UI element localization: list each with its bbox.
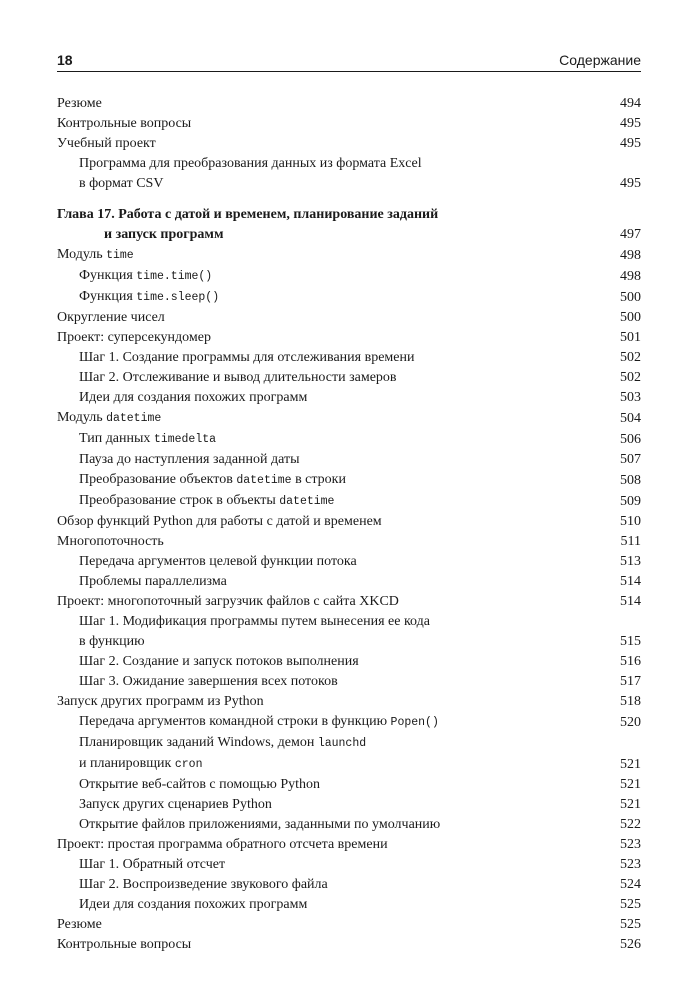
title-text: Шаг 2. Создание и запуск потоков выполнения — [79, 654, 359, 669]
running-head: Содержание — [559, 52, 641, 68]
title-text: Идеи для создания похожих программ — [79, 897, 308, 912]
toc-entry-title-line — [57, 245, 641, 266]
title-text: Контрольные вопросы — [57, 937, 192, 952]
title-text: Пауза до наступления заданной даты — [79, 452, 300, 467]
toc-entry — [57, 875, 641, 895]
title-text: Проект: суперсекундомер — [57, 330, 211, 345]
toc-entry — [57, 512, 641, 532]
toc-entry-title-line — [57, 450, 641, 470]
title-text: Запуск других сценариев Python — [79, 797, 272, 812]
title-text: Округление чисел — [57, 310, 165, 325]
code-term: datetime — [236, 474, 292, 487]
title-text: в формат CSV — [79, 176, 164, 191]
title-text: Обзор функций Python для работы с датой и временем — [57, 514, 382, 529]
toc-entry-title-line — [57, 266, 641, 287]
title-text: Резюме — [57, 96, 102, 111]
toc-entry — [57, 348, 641, 368]
toc-entry-title-line — [57, 388, 641, 408]
title-text: и планировщик — [79, 756, 175, 771]
toc-entry — [57, 94, 641, 114]
toc-page-number: 523 — [620, 837, 641, 852]
toc-entry — [57, 552, 641, 572]
toc-entry-title-line — [57, 532, 641, 552]
toc-page-number: 510 — [620, 514, 641, 529]
title-text: Функция — [79, 268, 137, 283]
toc-entry — [57, 572, 641, 592]
toc-entry-title-line — [57, 470, 641, 491]
toc-entry — [57, 388, 641, 408]
title-text: Запуск других программ из Python — [57, 694, 264, 709]
toc-entry-title-line — [57, 712, 641, 733]
toc-entry-title-line — [57, 672, 641, 692]
title-text: в функцию — [79, 634, 145, 649]
toc-entry-title-line — [57, 875, 641, 895]
toc-entry — [57, 733, 641, 775]
code-term: time — [106, 249, 134, 262]
toc-page-number: 495 — [620, 116, 641, 131]
title-text: Передача аргументов командной строки в функцию — [79, 714, 391, 729]
toc-page-number: 521 — [620, 777, 641, 792]
toc-page-number: 498 — [620, 269, 641, 284]
toc-page-number: 498 — [620, 248, 641, 263]
title-text: Многопоточность — [57, 534, 164, 549]
code-term: cron — [174, 758, 203, 771]
toc-entry-title-line — [57, 632, 641, 652]
toc-entry-title-line — [57, 154, 641, 174]
toc-page-number: 522 — [620, 817, 641, 832]
toc-page-number: 525 — [620, 917, 641, 932]
toc-page-number: 514 — [620, 594, 641, 609]
toc-page-number: 521 — [620, 797, 641, 812]
toc-entry — [57, 795, 641, 815]
toc-entry-title-line — [57, 287, 641, 308]
title-text: Шаг 1. Модификация программы путем вынесения ее кода — [79, 614, 430, 629]
toc-entry-title-line — [57, 815, 641, 835]
title-text: Шаг 2. Отслеживание и вывод длительности замеров — [79, 370, 397, 385]
table-of-contents — [57, 94, 641, 955]
toc-entry — [57, 429, 641, 450]
title-text: Идеи для создания похожих программ — [79, 390, 308, 405]
toc-entry — [57, 835, 641, 855]
toc-page-number: 517 — [620, 674, 641, 689]
toc-page-number: 525 — [620, 897, 641, 912]
toc-page-number: 494 — [620, 96, 641, 111]
toc-page-number: 516 — [620, 654, 641, 669]
toc-entry-title-line — [57, 174, 641, 194]
toc-page-number: 502 — [620, 370, 641, 385]
toc-entry-title-line — [57, 855, 641, 875]
page-header — [57, 51, 641, 72]
toc-entry — [57, 408, 641, 429]
toc-page-number: 504 — [620, 411, 641, 426]
toc-entry-title-line — [57, 368, 641, 388]
title-text: Модуль — [57, 410, 107, 425]
title-text: Модуль — [57, 247, 107, 262]
toc-page-number: 503 — [620, 390, 641, 405]
title-text: Функция — [79, 289, 137, 304]
toc-entry — [57, 895, 641, 915]
toc-entry-title-line — [57, 408, 641, 429]
toc-entry-title-line — [57, 835, 641, 855]
toc-page-number: 526 — [620, 937, 641, 952]
toc-entry — [57, 915, 641, 935]
toc-entry-title-line — [57, 775, 641, 795]
page-number: 18 — [57, 52, 73, 68]
title-text: и запуск программ — [104, 227, 224, 242]
toc-page-number: 518 — [620, 694, 641, 709]
code-term: launchd — [317, 737, 367, 750]
title-text: Проект: простая программа обратного отсчета времени — [57, 837, 388, 852]
toc-entry-title-line — [57, 348, 641, 368]
toc-page-number: 521 — [620, 757, 641, 772]
code-term: time.time() — [136, 270, 213, 283]
title-text: Шаг 1. Обратный отсчет — [79, 857, 226, 872]
toc-entry — [57, 287, 641, 308]
toc-page-number: 495 — [620, 136, 641, 151]
toc-page-number: 513 — [620, 554, 641, 569]
title-text: Тип данных — [79, 431, 154, 446]
toc-entry — [57, 672, 641, 692]
title-text: Проблемы параллелизма — [79, 574, 227, 589]
toc-page-number: 507 — [620, 452, 641, 467]
toc-entry — [57, 532, 641, 552]
toc-entry — [57, 592, 641, 612]
toc-entry — [57, 712, 641, 733]
toc-entry — [57, 368, 641, 388]
code-term: datetime — [279, 495, 335, 508]
toc-entry-title-line — [57, 114, 641, 134]
title-text: Преобразование объектов — [79, 472, 237, 487]
toc-page-number: 509 — [620, 494, 641, 509]
toc-page-number: 500 — [620, 310, 641, 325]
toc-entry-title-line — [57, 308, 641, 328]
toc-entry — [57, 154, 641, 194]
toc-entry-title-line — [57, 754, 641, 775]
title-text: Планировщик заданий Windows, демон — [79, 735, 318, 750]
toc-entry — [57, 450, 641, 470]
toc-entry — [57, 491, 641, 512]
title-text: в строки — [291, 472, 346, 487]
toc-entry-title-line — [57, 935, 641, 955]
toc-page-number: 514 — [620, 574, 641, 589]
toc-entry-title-line — [57, 915, 641, 935]
toc-page-number: 524 — [620, 877, 641, 892]
toc-page-number: 515 — [620, 634, 641, 649]
toc-entry — [57, 775, 641, 795]
toc-entry — [57, 266, 641, 287]
toc-entry-title-line — [57, 733, 641, 754]
toc-entry — [57, 470, 641, 491]
toc-entry — [57, 308, 641, 328]
toc-page-number: 511 — [620, 534, 641, 549]
toc-entry-title-line — [57, 692, 641, 712]
toc-entry-title-line — [57, 552, 641, 572]
title-text: Резюме — [57, 917, 102, 932]
toc-entry-title-line — [57, 652, 641, 672]
title-text: Открытие файлов приложениями, заданными по умолчанию — [79, 817, 441, 832]
toc-entry — [57, 134, 641, 154]
toc-entry-title-line — [57, 225, 641, 245]
toc-entry — [57, 935, 641, 955]
toc-page-number: 500 — [620, 290, 641, 305]
title-text: Шаг 3. Ожидание завершения всех потоков — [79, 674, 338, 689]
title-text: Контрольные вопросы — [57, 116, 192, 131]
toc-page-number: 508 — [620, 473, 641, 488]
title-text: Открытие веб-сайтов с помощью Python — [79, 777, 321, 792]
toc-page-number: 506 — [620, 432, 641, 447]
title-text: Шаг 2. Воспроизведение звукового файла — [79, 877, 328, 892]
code-term: Popen() — [390, 716, 439, 729]
toc-entry — [57, 855, 641, 875]
toc-page-number: 520 — [620, 715, 641, 730]
toc-page-number: 523 — [620, 857, 641, 872]
toc-entry — [57, 245, 641, 266]
toc-entry-title-line — [57, 491, 641, 512]
title-text: Преобразование строк в объекты — [79, 493, 280, 508]
toc-entry — [57, 612, 641, 652]
toc-page-number: 501 — [620, 330, 641, 345]
toc-page-number: 497 — [620, 227, 641, 242]
title-text: Глава 17. Работа с датой и временем, планирование заданий — [57, 207, 439, 222]
toc-chapter-entry — [57, 205, 641, 245]
toc-entry-title-line — [57, 795, 641, 815]
title-text: Учебный проект — [57, 136, 156, 151]
title-text: Передача аргументов целевой функции потока — [79, 554, 357, 569]
toc-entry-title-line — [57, 205, 641, 225]
toc-entry-title-line — [57, 328, 641, 348]
toc-entry-title-line — [57, 134, 641, 154]
code-term: timedelta — [153, 433, 217, 446]
title-text: Программа для преобразования данных из формата Excel — [79, 156, 422, 171]
toc-entry-title-line — [57, 592, 641, 612]
toc-entry — [57, 652, 641, 672]
toc-entry — [57, 815, 641, 835]
toc-page-number: 495 — [620, 176, 641, 191]
code-term: datetime — [106, 412, 162, 425]
toc-page-number: 502 — [620, 350, 641, 365]
toc-entry-title-line — [57, 94, 641, 114]
toc-entry-title-line — [57, 895, 641, 915]
toc-entry-title-line — [57, 612, 641, 632]
toc-entry-title-line — [57, 572, 641, 592]
toc-entry-title-line — [57, 429, 641, 450]
title-text: Шаг 1. Создание программы для отслеживания времени — [79, 350, 415, 365]
toc-entry — [57, 114, 641, 134]
toc-entry — [57, 692, 641, 712]
toc-entry — [57, 328, 641, 348]
title-text: Проект: многопоточный загрузчик файлов с сайта XKCD — [57, 594, 399, 609]
code-term: time.sleep() — [136, 291, 220, 304]
toc-entry-title-line — [57, 512, 641, 532]
